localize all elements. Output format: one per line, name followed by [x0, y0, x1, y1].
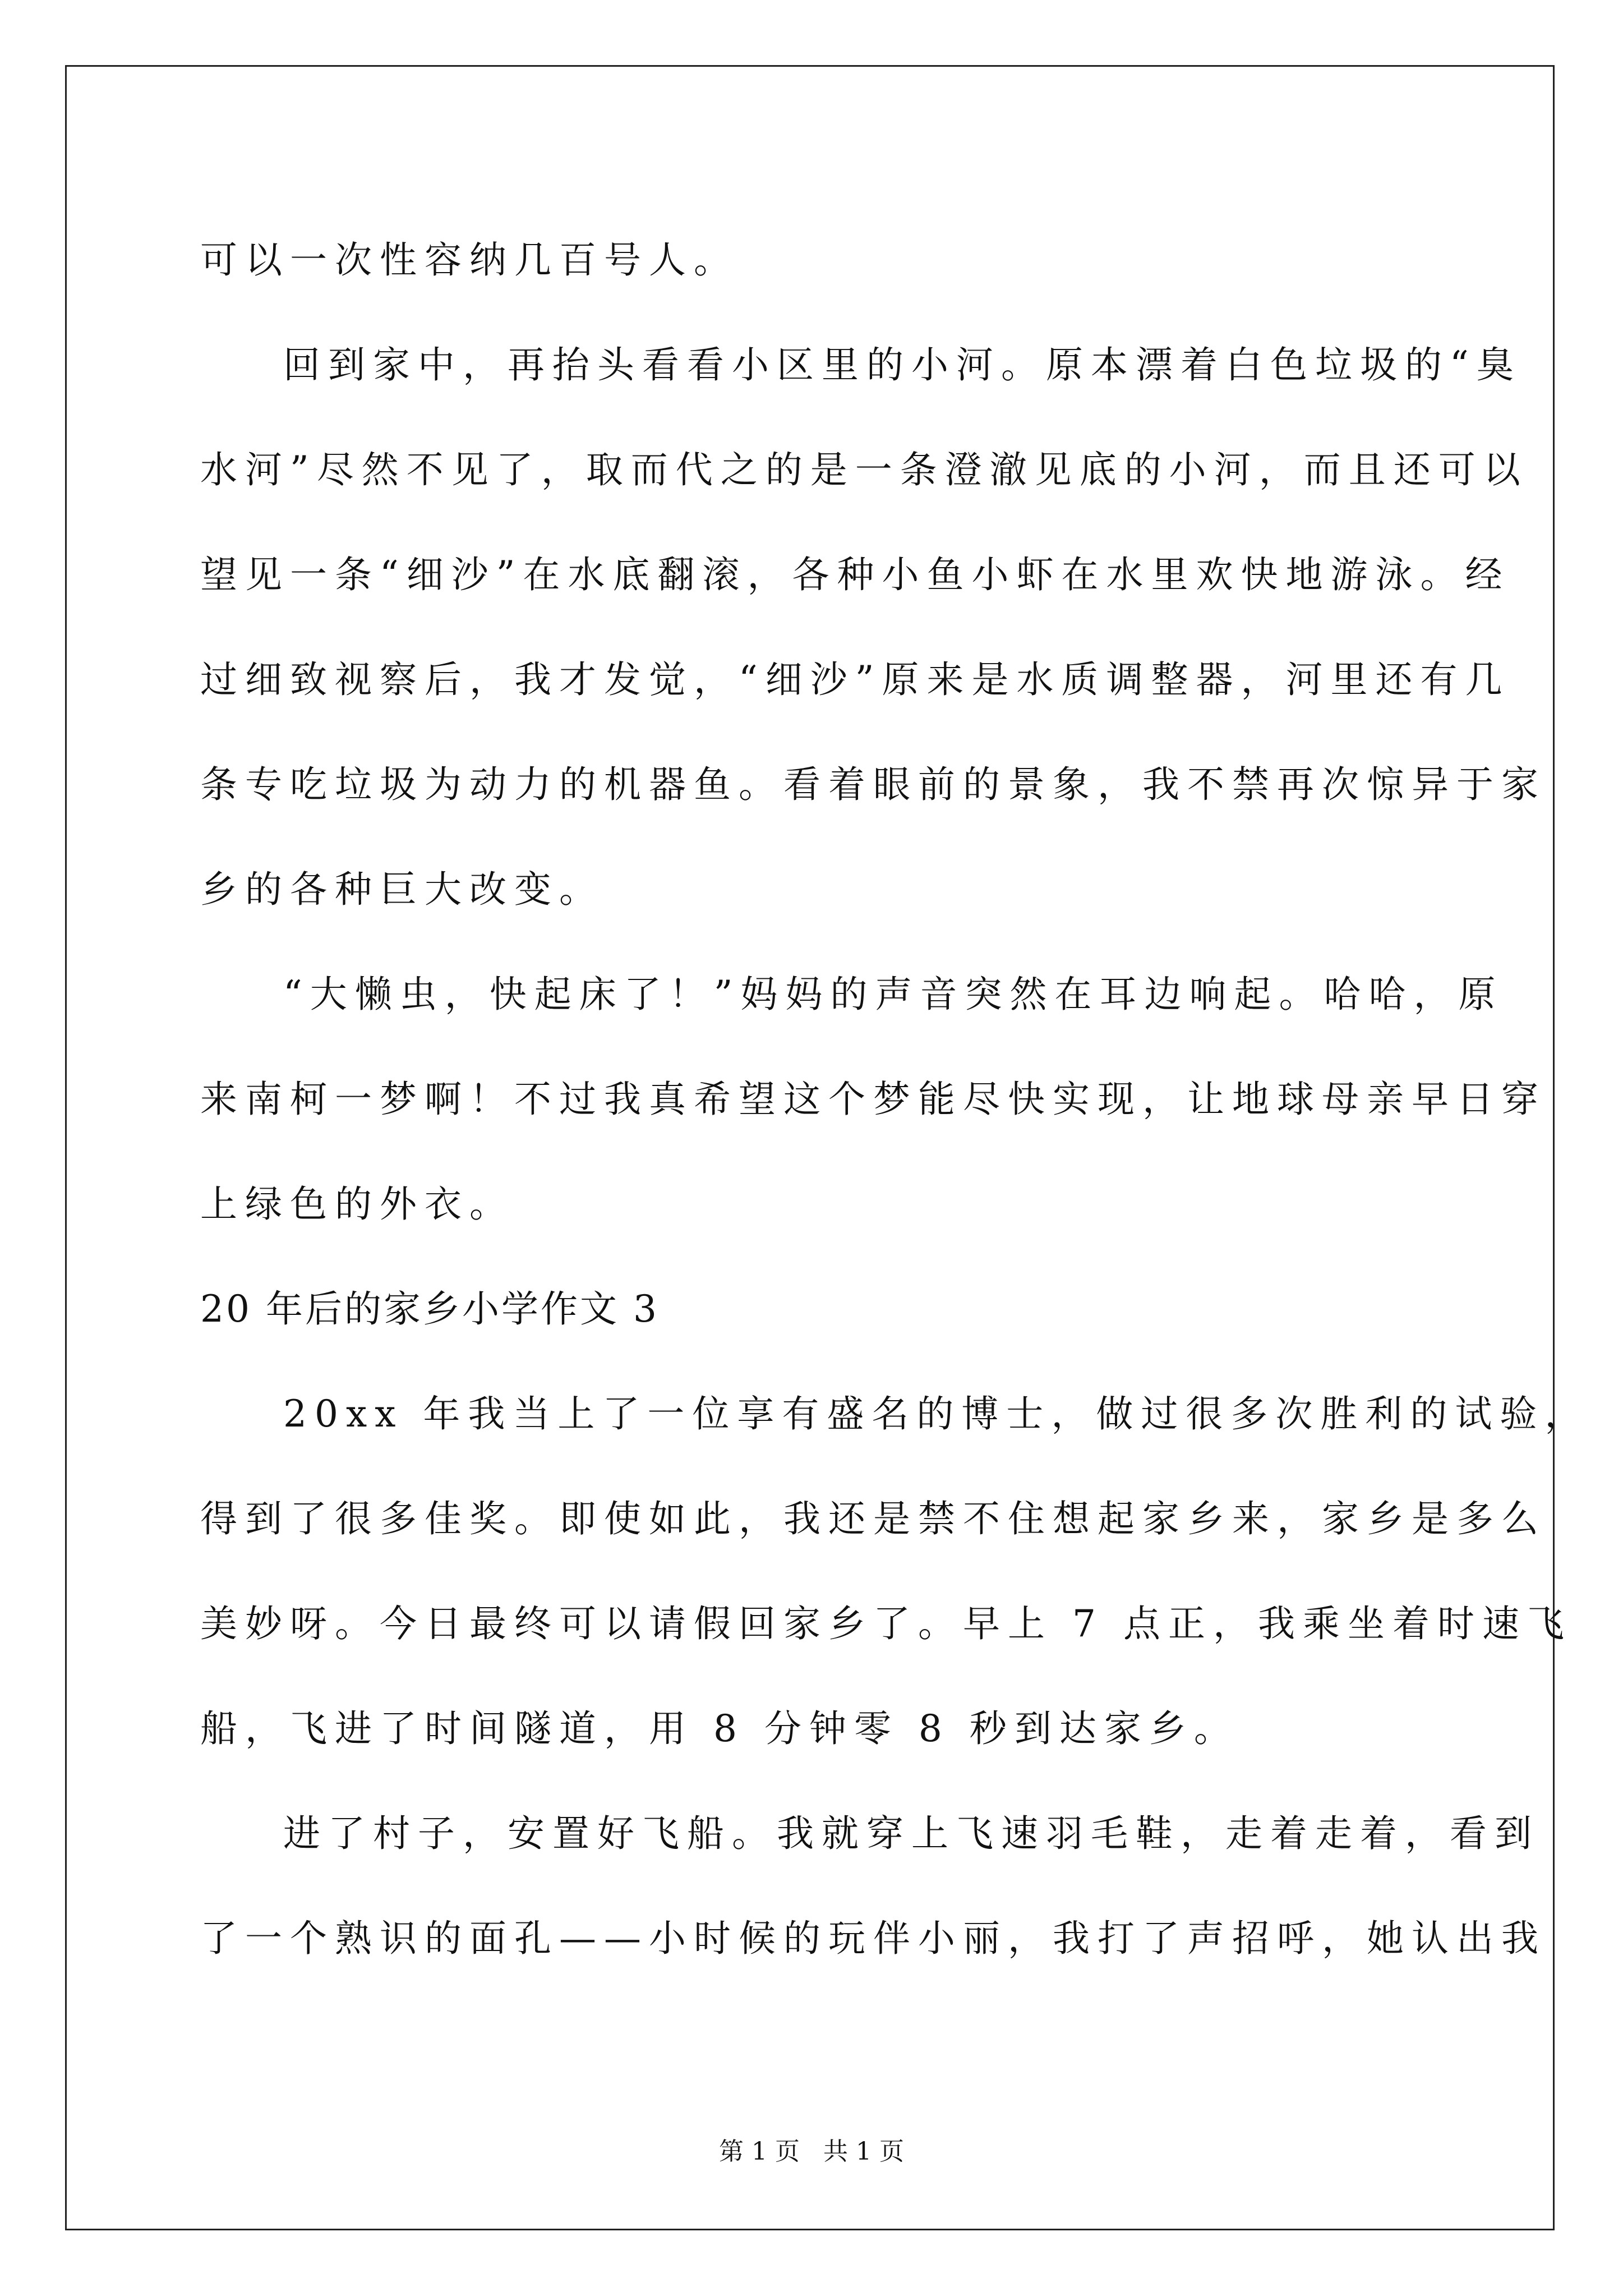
- text-line: 水河”尽然不见了，取而代之的是一条澄澈见底的小河，而且还可以: [200, 448, 1528, 491]
- text-line: 望见一条“细沙”在水底翻滚，各种小鱼小虾在水里欢快地游泳。经: [200, 553, 1510, 596]
- text-line: 20xx 年我当上了一位享有盛名的博士，做过很多次胜利的试验，: [283, 1392, 1590, 1435]
- text-line: 乡的各种巨大改变。: [200, 868, 604, 911]
- text-line: 得到了很多佳奖。即使如此，我还是禁不住想起家乡来，家乡是多么: [200, 1497, 1546, 1540]
- text-line: 来南柯一梦啊！不过我真希望这个梦能尽快实现，让地球母亲早日穿: [200, 1078, 1546, 1121]
- page-number-footer: 第 1 页 共 1 页: [719, 2137, 904, 2166]
- text-line: 条专吃垃圾为动力的机器鱼。看着眼前的景象，我不禁再次惊异于家: [200, 763, 1546, 806]
- text-line: 可以一次性容纳几百号人。: [200, 238, 739, 282]
- text-line: “大懒虫，快起床了！”妈妈的声音突然在耳边响起。哈哈，原: [283, 973, 1504, 1016]
- text-line: 上绿色的外衣。: [200, 1182, 514, 1226]
- document-body: [200, 208, 1590, 1991]
- text-line: 回到家中，再抬头看看小区里的小河。原本漂着白色垃圾的“臭: [283, 343, 1521, 386]
- text-line: 了一个熟识的面孔——小时候的玩伴小丽，我打了声招呼，她认出我: [200, 1917, 1546, 1960]
- text-line: 美妙呀。今日最终可以请假回家乡了。早上 7 点正，我乘坐着时速飞: [200, 1602, 1572, 1645]
- section-heading: 20 年后的家乡小学作文 3: [200, 1287, 659, 1331]
- text-line: 船，飞进了时间隧道，用 8 分钟零 8 秒到达家乡。: [200, 1707, 1239, 1750]
- text-line: 进了村子，安置好飞船。我就穿上飞速羽毛鞋，走着走着，看到: [283, 1812, 1539, 1855]
- text-line: 过细致视察后，我才发觉，“细沙”原来是水质调整器，河里还有几: [200, 658, 1510, 701]
